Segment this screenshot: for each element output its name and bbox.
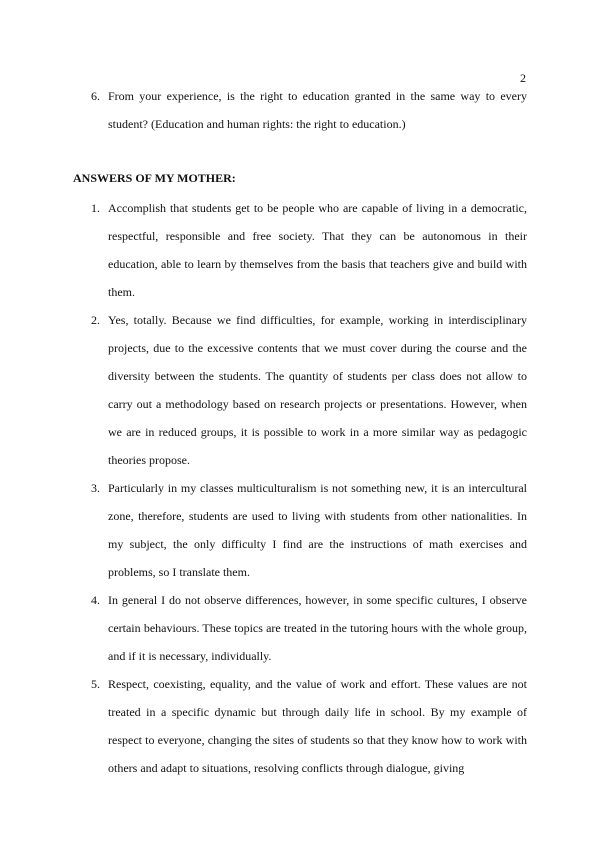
answer-text: Accomplish that students get to be people who are capable of living in a democratic, respectful, responsible and free society. That they can be autonomous in their education, able to learn by themselves from the basis that teachers give and build with them. [108,201,527,299]
answer-item [0,586,600,670]
question-text: From your experience, is the right to education granted in the same way to every student? (Education and human rights: the right to education.) [108,89,527,131]
answer-number: 3. [91,481,100,495]
answer-number: 5. [91,677,100,691]
answer-text: Particularly in my classes multiculturalism is not something new, it is an intercultural zone, therefore, students are used to living with students from other nationalities. In my subject, the only difficulty I find are the instructions of math exercises and problems, so I translate them. [108,481,527,579]
answer-text: In general I do not observe differences, however, in some specific cultures, I observe certain behaviours. These topics are treated in the tutoring hours with the whole group, and if it is necessary, individually. [108,593,527,663]
answer-number: 1. [91,201,100,215]
answer-number: 2. [91,313,100,327]
answer-item [0,670,600,782]
answer-number: 4. [91,593,100,607]
answers-list [0,194,600,782]
answer-item [0,194,600,306]
answer-item [0,306,600,474]
answer-item [0,474,600,586]
question-list [0,82,600,138]
answers-heading: ANSWERS OF MY MOTHER: [73,171,236,185]
question-number: 6. [91,89,100,103]
page-number: 2 [520,71,526,85]
answer-text: Yes, totally. Because we find difficulties, for example, working in interdisciplinary projects, due to the excessive contents that we must cover during the course and the diversity between the students. The quantity of students per class does not allow to carry out a methodology based on research projects or presentations. However, when we are in reduced groups, it is possible to work in a more similar way as pedagogic theories propose. [108,313,527,467]
answer-text: Respect, coexisting, equality, and the value of work and effort. These values are not treated in a specific dynamic but through daily life in school. By my example of respect to everyone, changing the sites of students so that they know how to work with others and adapt to situations, resolving conflicts through dialogue, giving [108,677,527,775]
question-item-6 [0,82,600,138]
